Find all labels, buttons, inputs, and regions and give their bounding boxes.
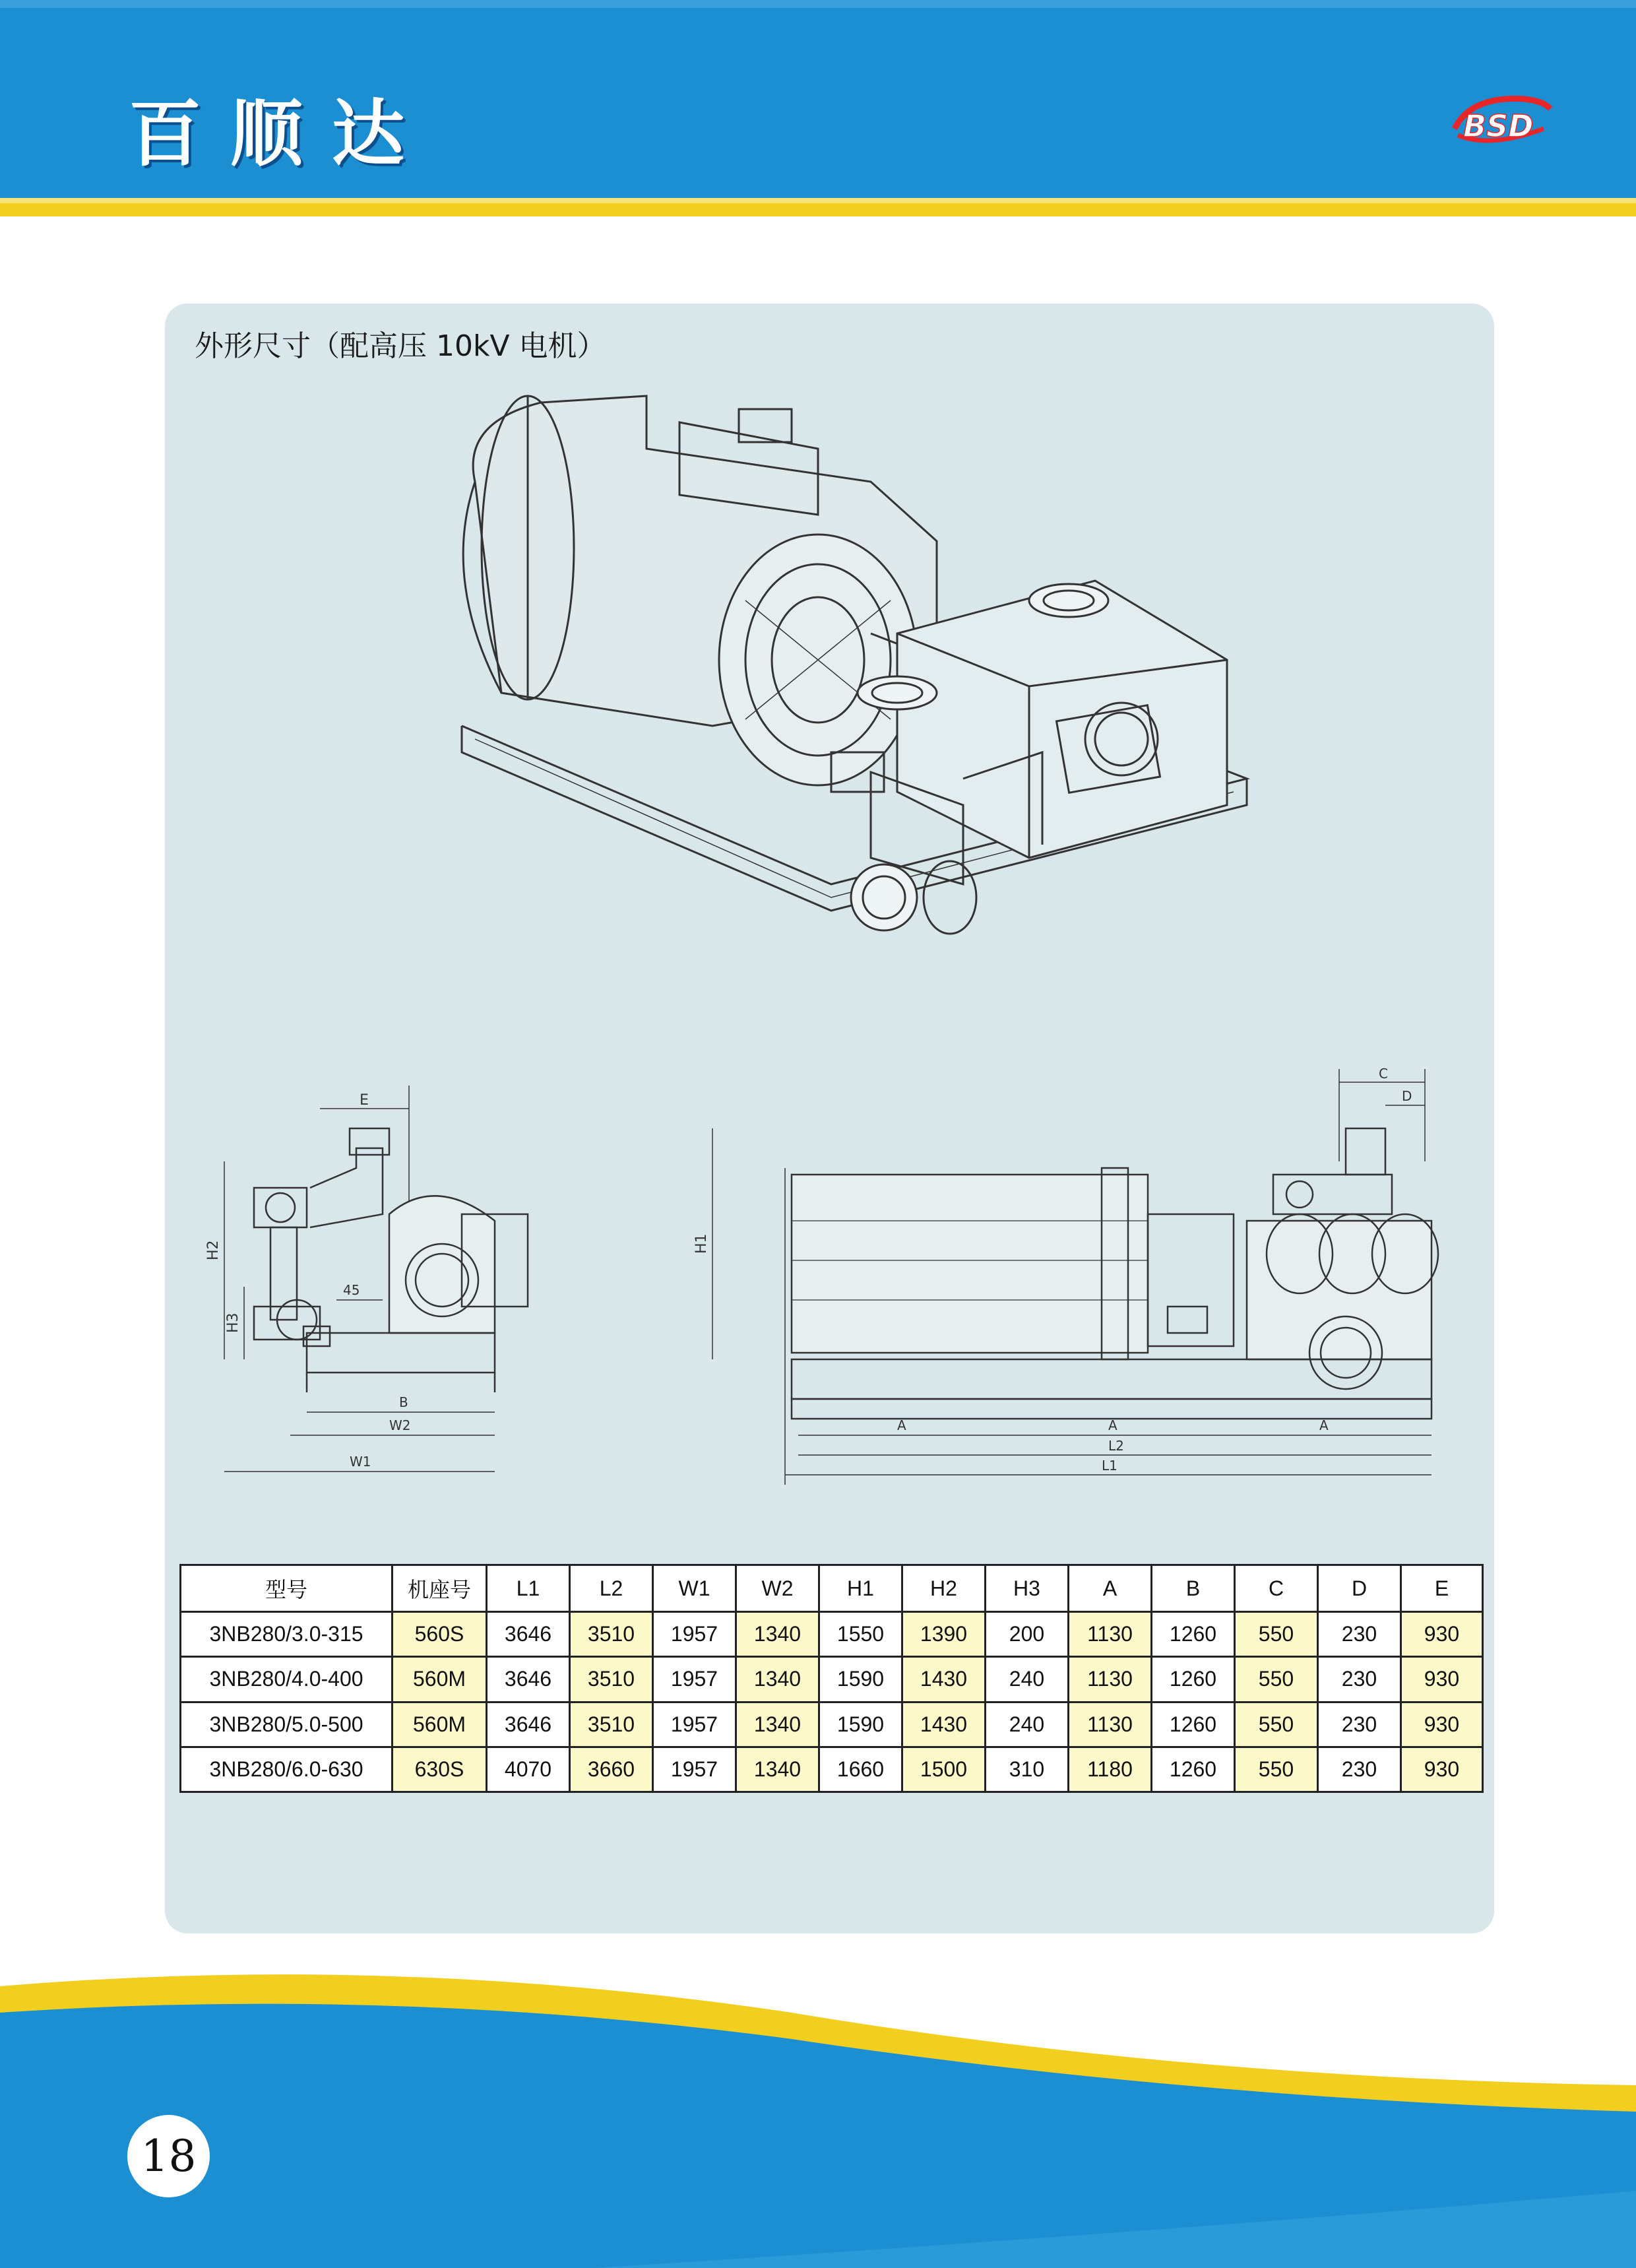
- cell-d: 230: [1318, 1657, 1401, 1702]
- table-row: [181, 1612, 1483, 1657]
- header-h1: H1: [819, 1565, 902, 1612]
- cell-frame: 560M: [393, 1702, 487, 1747]
- header-frame: 机座号: [393, 1565, 487, 1612]
- cell-h2: 1430: [902, 1657, 986, 1702]
- cell-b: 1260: [1152, 1702, 1235, 1747]
- header-w1: W1: [653, 1565, 736, 1612]
- cell-l1: 3646: [487, 1612, 570, 1657]
- cell-model: 3NB280/5.0-500: [181, 1702, 393, 1747]
- cell-a: 1180: [1069, 1747, 1152, 1792]
- cell-l1: 4070: [487, 1747, 570, 1792]
- cell-a: 1130: [1069, 1657, 1152, 1702]
- cell-e: 930: [1401, 1702, 1483, 1747]
- pump-isometric-drawing: [369, 383, 1293, 1095]
- cell-b: 1260: [1152, 1657, 1235, 1702]
- cell-h1: 1590: [819, 1702, 902, 1747]
- label-A-right: A: [1319, 1417, 1329, 1433]
- label-E: E: [360, 1092, 369, 1109]
- cell-b: 1260: [1152, 1612, 1235, 1657]
- cell-c: 550: [1235, 1747, 1318, 1792]
- brand-title: 百顺达: [129, 91, 433, 176]
- cell-l2: 3510: [570, 1657, 653, 1702]
- cell-model: 3NB280/4.0-400: [181, 1657, 393, 1702]
- cell-e: 930: [1401, 1612, 1483, 1657]
- cell-h2: 1390: [902, 1612, 986, 1657]
- cell-d: 230: [1318, 1747, 1401, 1792]
- label-A-mid: A: [1108, 1417, 1117, 1433]
- cell-h2: 1430: [902, 1702, 986, 1747]
- cell-h2: 1500: [902, 1747, 986, 1792]
- cell-w1: 1957: [653, 1702, 736, 1747]
- label-W2: W2: [389, 1417, 411, 1433]
- cell-w2: 1340: [736, 1702, 819, 1747]
- cell-h1: 1660: [819, 1747, 902, 1792]
- cell-w2: 1340: [736, 1747, 819, 1792]
- logo-text: BSD: [1463, 108, 1534, 144]
- cell-frame: 630S: [393, 1747, 487, 1792]
- header-w2: W2: [736, 1565, 819, 1612]
- header-model: 型号: [181, 1565, 393, 1612]
- label-L1: L1: [1102, 1458, 1117, 1474]
- header-e: E: [1401, 1565, 1483, 1612]
- side-view-drawing: [772, 1062, 1445, 1491]
- table-row: [181, 1702, 1483, 1747]
- cell-l2: 3510: [570, 1702, 653, 1747]
- cell-l1: 3646: [487, 1657, 570, 1702]
- cell-b: 1260: [1152, 1747, 1235, 1792]
- table-header-row: [181, 1565, 1483, 1612]
- cell-frame: 560M: [393, 1657, 487, 1702]
- footer-wave: [0, 1914, 1636, 2268]
- cell-h3: 200: [986, 1612, 1069, 1657]
- cell-model: 3NB280/6.0-630: [181, 1747, 393, 1792]
- cell-e: 930: [1401, 1747, 1483, 1792]
- cell-l2: 3510: [570, 1612, 653, 1657]
- header-d: D: [1318, 1565, 1401, 1612]
- cell-h1: 1590: [819, 1657, 902, 1702]
- cell-l1: 3646: [487, 1702, 570, 1747]
- table-row: [181, 1657, 1483, 1702]
- cell-d: 230: [1318, 1702, 1401, 1747]
- cell-h3: 240: [986, 1702, 1069, 1747]
- table-row: [181, 1747, 1483, 1792]
- cell-c: 550: [1235, 1612, 1318, 1657]
- cell-frame: 560S: [393, 1612, 487, 1657]
- label-A-left: A: [897, 1417, 906, 1433]
- cell-e: 930: [1401, 1657, 1483, 1702]
- cell-w1: 1957: [653, 1612, 736, 1657]
- label-W1: W1: [350, 1454, 371, 1470]
- cell-c: 550: [1235, 1702, 1318, 1747]
- spec-table: [179, 1564, 1484, 1793]
- label-C: C: [1379, 1066, 1388, 1082]
- label-D: D: [1402, 1088, 1412, 1104]
- cell-h3: 310: [986, 1747, 1069, 1792]
- cell-c: 550: [1235, 1657, 1318, 1702]
- label-45: 45: [343, 1282, 360, 1298]
- bsd-logo: [1445, 82, 1557, 155]
- cell-model: 3NB280/3.0-315: [181, 1612, 393, 1657]
- header-c: C: [1235, 1565, 1318, 1612]
- cell-d: 230: [1318, 1612, 1401, 1657]
- label-H3: H3: [225, 1312, 241, 1333]
- cell-w1: 1957: [653, 1747, 736, 1792]
- header-h3: H3: [986, 1565, 1069, 1612]
- cell-l2: 3660: [570, 1747, 653, 1792]
- header-b: B: [1152, 1565, 1235, 1612]
- cell-w2: 1340: [736, 1612, 819, 1657]
- cell-w2: 1340: [736, 1657, 819, 1702]
- label-H2: H2: [205, 1240, 222, 1260]
- cell-a: 1130: [1069, 1612, 1152, 1657]
- front-view-drawing: [205, 1082, 726, 1491]
- label-H1: H1: [693, 1233, 710, 1254]
- page-number: 18: [127, 2115, 210, 2197]
- cell-h1: 1550: [819, 1612, 902, 1657]
- header-l1: L1: [487, 1565, 570, 1612]
- header-h2: H2: [902, 1565, 986, 1612]
- cell-a: 1130: [1069, 1702, 1152, 1747]
- cell-w1: 1957: [653, 1657, 736, 1702]
- section-title: 外形尺寸（配高压 10kV 电机）: [195, 329, 606, 363]
- label-L2: L2: [1108, 1438, 1124, 1454]
- header-l2: L2: [570, 1565, 653, 1612]
- header-a: A: [1069, 1565, 1152, 1612]
- cell-h3: 240: [986, 1657, 1069, 1702]
- label-B: B: [399, 1394, 408, 1410]
